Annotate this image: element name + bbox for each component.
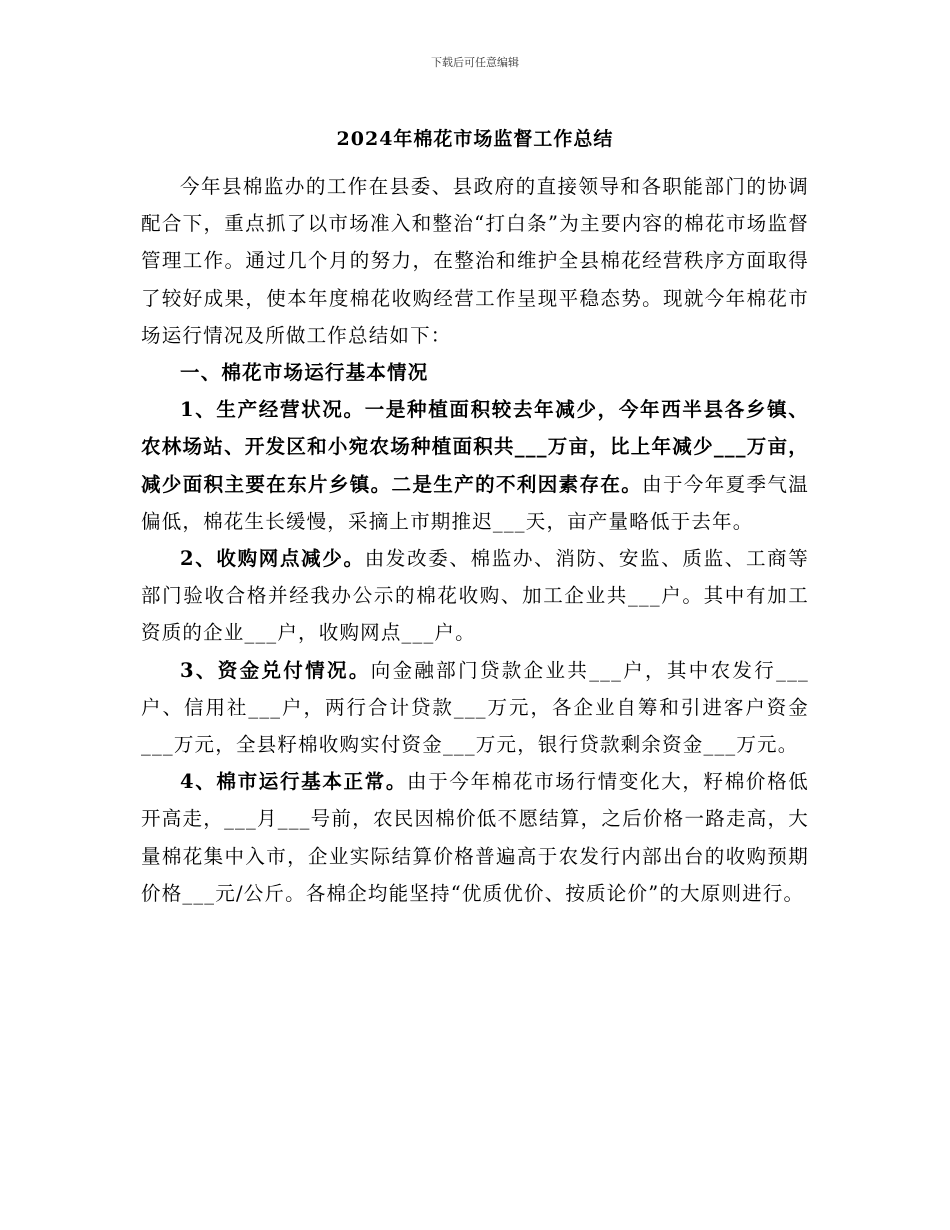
item-1-text: 由于今年夏季气温偏低，棉花生长缓慢，采摘上市期推迟___天，亩产量略低于去年。 [141,472,809,533]
item-paragraph-4 [141,763,809,912]
item-paragraph-1 [141,391,809,540]
document-title: 2024年棉花市场监督工作总结 [336,128,614,150]
item-3-text: 向金融部门贷款企业共___户，其中农发行___户、信用社___户，两行合计贷款___万元，各企业自筹和引进客户资金___万元，全县籽棉收购实付资金___万元，银行贷款剩余资金___万元。 [141,658,809,757]
item-paragraph-2 [141,540,809,652]
item-4-text: 由于今年棉花市场行情变化大，籽棉价格低开高走，___月___号前，农民因棉价低不愿结算，之后价格一路走高，大量棉花集中入市，企业实际结算价格普遍高于农发行内部出台的收购预期价格___元/公斤。各棉企均能坚持“优质优价、按质论价”的大原则进行。 [141,770,809,905]
item-3-bold: 3、资金兑付情况。 [180,658,371,682]
item-1-bold: 1、生产经营状况。一是种植面积较去年减少，今年西半县各乡镇、农林场站、开发区和小宛农场种植面积共___万亩，比上年减少___万亩，减少面积主要在东片乡镇。二是生产的不利因素存在。 [141,398,809,496]
section-heading-text: 一、棉花市场运行基本情况 [180,361,429,385]
section-heading [141,354,809,391]
item-2-text: 由发改委、棉监办、消防、安监、质监、工商等部门验收合格并经我办公示的棉花收购、加工企业共___户。其中有加工资质的企业___户，收购网点___户。 [141,547,810,645]
item-2-bold: 2、收购网点减少。 [180,547,365,571]
item-4-bold: 4、棉市运行基本正常。 [180,770,408,794]
document-body [141,168,809,912]
item-paragraph-3 [141,652,809,764]
header-note: 下载后可任意编辑 [431,56,519,69]
intro-paragraph: 今年县棉监办的工作在县委、县政府的直接领导和各职能部门的协调配合下，重点抓了以市场准入和整治“打白条”为主要内容的棉花市场监督管理工作。通过几个月的努力，在整治和维护全县棉花经营秩序方面取得了较好成果，使本年度棉花收购经营工作呈现平稳态势。现就今年棉花市场运行情况及所做工作总结如下： [141,175,809,347]
